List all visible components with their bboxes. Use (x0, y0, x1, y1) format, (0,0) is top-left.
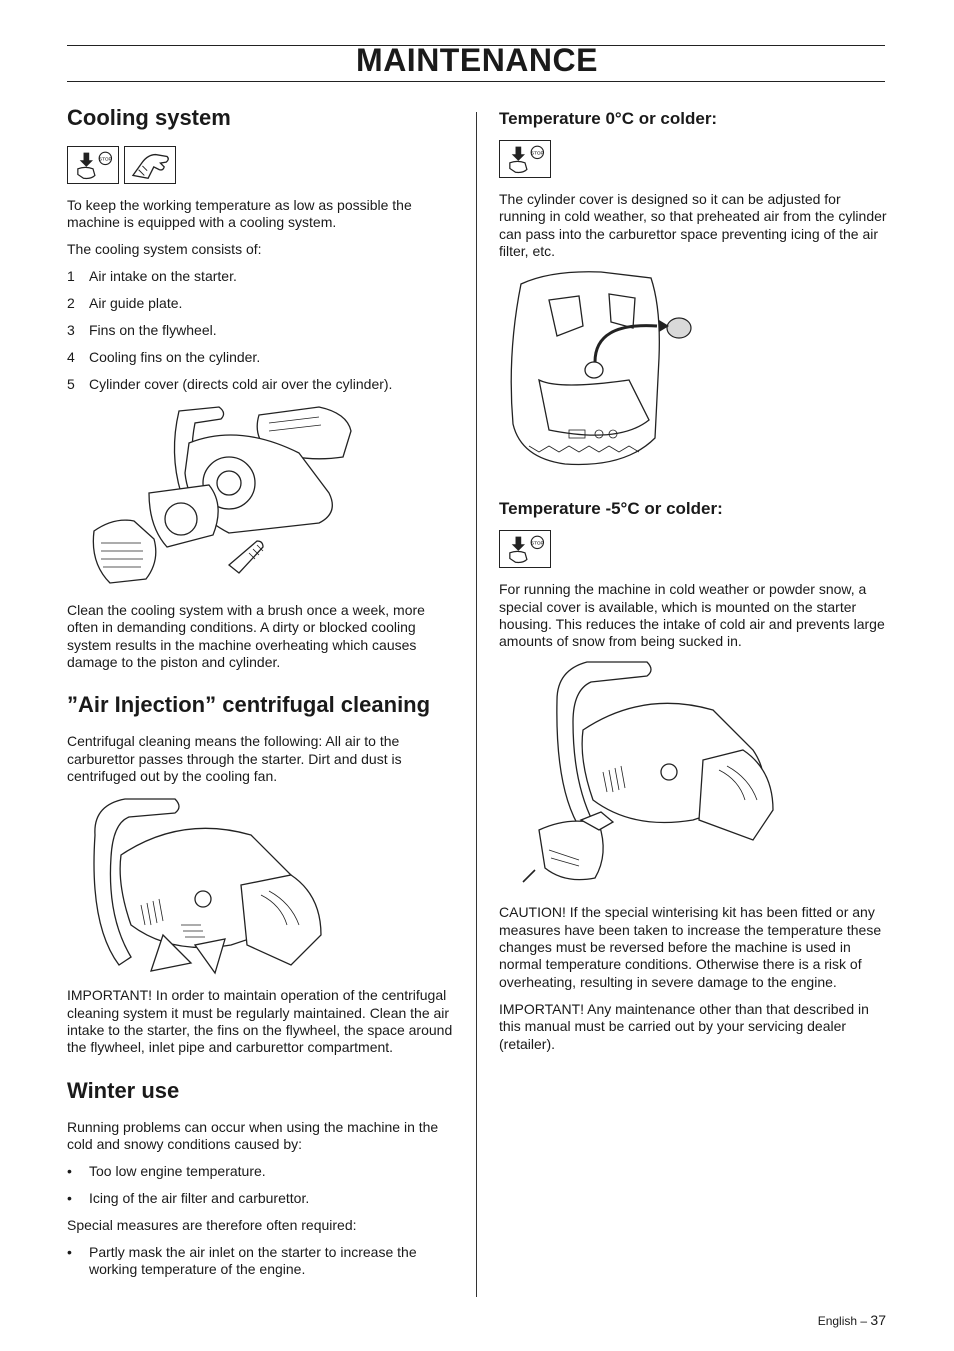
air-injection-text: Centrifugal cleaning means the following: All air to the carburettor passes through the starter. Dirt and dust is centrifuged out by the cooling fan. (67, 733, 402, 785)
cooling-system-illustration (89, 403, 389, 593)
temp5-heading: Temperature -5°C or colder: (499, 499, 723, 519)
footer-language: English (817, 1314, 858, 1328)
temp5-icons (499, 530, 887, 568)
list-item: 1 Air intake on the starter. (67, 268, 237, 285)
temp0-heading: Temperature 0°C or colder: (499, 109, 718, 128)
cooling-clean-text: Clean the cooling system with a brush once a week, more often in demanding conditions. A dirty or blocked cooling system results in the machine overheating which causes damage to the piston and cylinder. (67, 601, 425, 670)
temp5-caution: CAUTION! If the special winterising kit has been fitted or any measures have been taken to increase the temperature these changes must be reversed before the machine is used in normal temperature conditions. Otherwise there is a risk of overheating, resulting in severe damage to the engine. (499, 904, 882, 990)
stop-switch-icon (499, 530, 551, 568)
header-rule-bottom (67, 81, 885, 82)
right-column (499, 108, 887, 1063)
column-divider (476, 112, 477, 1297)
page-number: 37 (870, 1312, 886, 1328)
stop-switch-icon (499, 140, 551, 178)
winter-heading: Winter use (67, 1077, 180, 1103)
temp5-text: For running the machine in cold weather or powder snow, a special cover is available, which is mounted on the starter housing. This reduces the intake of cold air and prevents large amounts of snow from being sucked in. (499, 581, 885, 650)
temp0-icons (499, 140, 887, 178)
air-injection-important: IMPORTANT! In order to maintain operation of the centrifugal cleaning system it must be regularly maintained. Clean the air intake to the starter, the fins on the flywheel, the space around the flywheel, inlet pipe and carburettor compartment. (67, 987, 453, 1056)
air-injection-illustration (91, 795, 331, 975)
svg-text:STOP: STOP (530, 541, 544, 547)
list-item: 4 Cooling fins on the cylinder. (67, 348, 261, 365)
cooling-consists: The cooling system consists of: (67, 241, 262, 258)
svg-text:STOP: STOP (98, 157, 112, 163)
svg-text:STOP: STOP (530, 151, 544, 157)
footer-dash: – (860, 1314, 868, 1328)
temp0-text: The cylinder cover is designed so it can be adjusted for running in cold weather, so that preheated air from the cylinder can pass into the carburettor space preventing icing of the air filter, etc. (499, 191, 887, 260)
cylinder-cover-illustration (509, 270, 719, 480)
cooling-icons (67, 146, 455, 184)
bullet-item: • Icing of the air filter and carburettor. (67, 1189, 310, 1206)
cooling-heading: Cooling system (67, 105, 231, 130)
winter-cover-illustration (519, 660, 789, 890)
winter-text: Running problems can occur when using the machine in the cold and snowy conditions caused by: (67, 1118, 439, 1153)
bullet-item: • Partly mask the air inlet on the starter to increase the working temperature of the engine. (67, 1243, 417, 1278)
list-item: 5 Cylinder cover (directs cold air over the cylinder). (67, 375, 393, 392)
temp5-important: IMPORTANT! Any maintenance other than that described in this manual must be carried out by your servicing dealer (retailer). (499, 1000, 869, 1052)
air-injection-heading: ”Air Injection” centrifugal cleaning (67, 692, 431, 718)
left-column (67, 104, 455, 1288)
page-footer (818, 1312, 886, 1328)
cooling-intro: To keep the working temperature as low as possible the machine is equipped with a cooling system. (67, 197, 412, 231)
winter-special: Special measures are therefore often required: (67, 1216, 357, 1233)
list-item: 2 Air guide plate. (67, 295, 183, 312)
page-title: MAINTENANCE (356, 42, 598, 78)
bullet-item: • Too low engine temperature. (67, 1163, 266, 1180)
stop-switch-icon (67, 146, 119, 184)
list-item: 3 Fins on the flywheel. (67, 322, 217, 339)
protective-glove-icon (124, 146, 176, 184)
